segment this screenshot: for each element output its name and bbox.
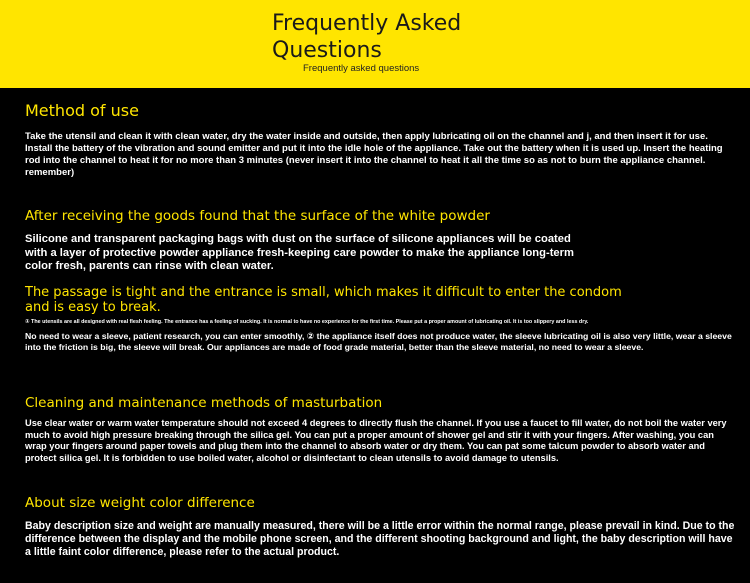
section-body: Take the utensil and clean it with clean water, dry the water inside and outside, then apply lubricating oil on the channel and j, and then insert it for use. Install the battery of the vibration and sound emitter and put it into the idle hole of the appliance. Take out the battery when it is used up. Insert the heating rod into the channel to heat it for no more than 3 minutes (never insert it into the channel to heat it all the time so as not to burn the appliance channel. remember) <box>25 131 723 178</box>
section-heading: Cleaning and maintenance methods of masturbation <box>25 395 383 411</box>
page-subtitle: Frequently asked questions <box>303 63 420 74</box>
section-heading: About size weight color difference <box>25 495 255 511</box>
page-title: Frequently Asked Questions <box>272 11 462 63</box>
section-body: Baby description size and weight are manually measured, there will be a little error within the normal range, please prevail in kind. Due to the difference between the display and the mobile phone screen, and the different shooting background and light, the baby description will have a little faint color difference, please refer to the actual product. <box>25 520 735 558</box>
section-body: Use clear water or warm water temperature should not exceed 4 degrees to directly flush the channel. If you use a faucet to fill water, do not boil the water very much to avoid high pressure breaking through the silica gel. You can put a proper amount of shower gel and stir it with your fingers. After washing, you can wrap your fingers around paper towels and plug them into the channel to absorb water or dry them. You can pat some talcum powder to absorb water and protect silica gel. It is forbidden to use boiled water, alcohol or disinfectant to clean utensils to avoid damage to utensils. <box>25 418 727 463</box>
section-body: Silicone and transparent packaging bags with dust on the surface of silicone appliances will be coated with a layer of protective powder appliance fresh-keeping care powder to make the appliance long-term color fresh, parents can rinse with clean water. <box>25 233 574 272</box>
section-body: No need to wear a sleeve, patient research, you can enter smoothly, ② the appliance itself does not produce water, the sleeve lubricating oil is also very little, wear a sleeve into the friction is big, the sleeve will break. Our appliances are made of food grade material, better than the sleeve material, no need to wear a sleeve. <box>25 331 732 353</box>
section-size-color-difference <box>25 494 737 558</box>
section-white-powder <box>25 207 737 274</box>
section-method-of-use <box>25 101 737 179</box>
section-tight-passage <box>25 285 737 353</box>
faq-header-banner <box>0 0 750 88</box>
section-heading: The passage is tight and the entrance is small, which makes it difficult to enter the condom and is easy to break. <box>25 285 622 315</box>
section-heading: After receiving the goods found that the surface of the white powder <box>25 208 490 224</box>
section-fine-print: ① The utensils are all designed with real flesh feeling. The entrance has a feeling of sucking. It is normal to have no experience for the first time. Please put a proper amount of lubricating oil. It is too slippery and less dry. <box>25 319 589 325</box>
section-heading: Method of use <box>25 101 139 120</box>
section-cleaning-maintenance <box>25 394 737 464</box>
